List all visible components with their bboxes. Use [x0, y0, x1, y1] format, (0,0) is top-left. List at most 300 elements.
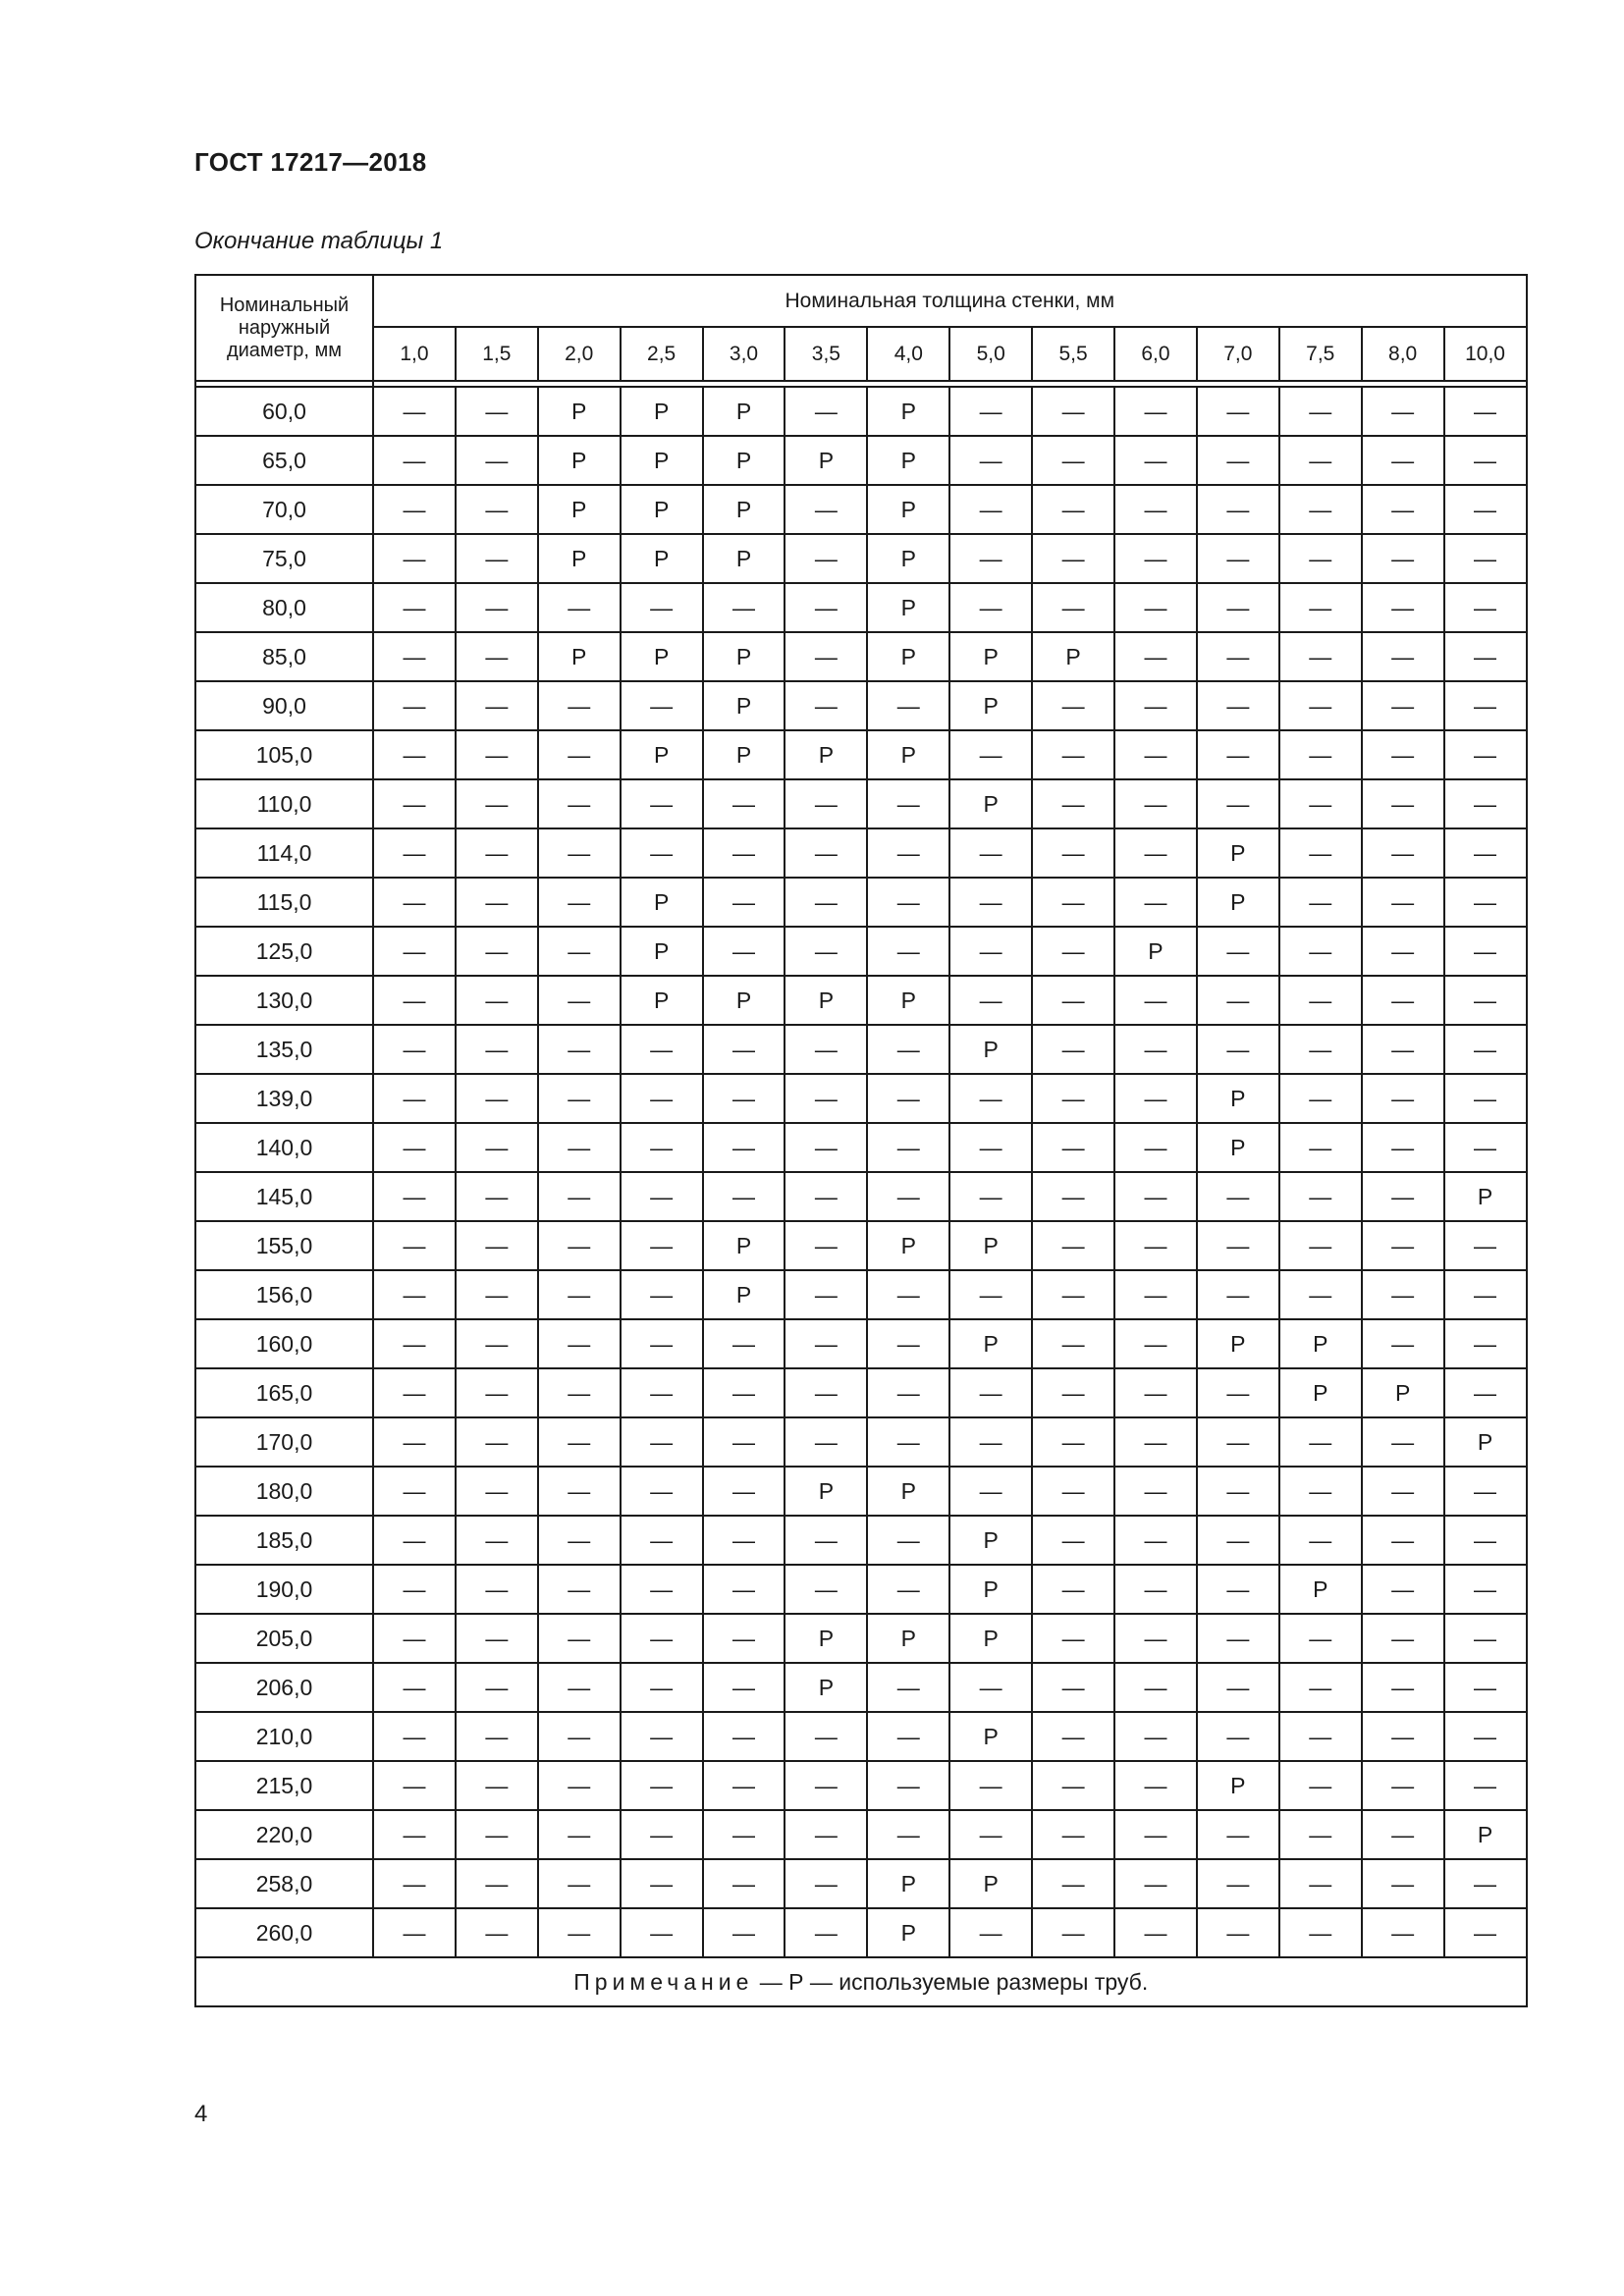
diameter-cell: 110,0: [195, 779, 373, 828]
size-cell: —: [456, 1908, 538, 1957]
size-cell: —: [785, 1025, 867, 1074]
size-cell: —: [456, 1270, 538, 1319]
size-cell: —: [373, 583, 456, 632]
size-cell: —: [867, 1712, 949, 1761]
note-text: — Р — используемые размеры труб.: [753, 1968, 1149, 1995]
size-cell: —: [1444, 1761, 1527, 1810]
thickness-column-header: 1,5: [456, 327, 538, 381]
thickness-column-header: 5,0: [949, 327, 1032, 381]
size-cell: —: [1362, 681, 1444, 730]
size-cell: —: [949, 1123, 1032, 1172]
size-cell: Р: [785, 1467, 867, 1516]
table-row: [195, 1123, 1527, 1172]
size-cell: Р: [785, 1663, 867, 1712]
size-cell: —: [703, 1663, 785, 1712]
size-cell: —: [1032, 828, 1114, 878]
size-cell: —: [1032, 878, 1114, 927]
table-row: [195, 1663, 1527, 1712]
table-body: [195, 381, 1527, 1957]
size-cell: —: [1444, 583, 1527, 632]
diameter-cell: 90,0: [195, 681, 373, 730]
size-cell: —: [1197, 1467, 1279, 1516]
size-cell: —: [1032, 1417, 1114, 1467]
size-cell: —: [1444, 1074, 1527, 1123]
size-cell: —: [538, 1074, 621, 1123]
diameter-cell: 70,0: [195, 485, 373, 534]
size-cell: —: [1279, 1123, 1362, 1172]
size-cell: —: [867, 1319, 949, 1368]
size-cell: Р: [703, 976, 785, 1025]
size-cell: —: [456, 976, 538, 1025]
size-cell: —: [867, 1516, 949, 1565]
size-cell: —: [621, 1221, 703, 1270]
size-cell: —: [538, 1663, 621, 1712]
size-cell: —: [538, 927, 621, 976]
size-cell: —: [1032, 927, 1114, 976]
table-row: [195, 1565, 1527, 1614]
size-cell: —: [621, 1123, 703, 1172]
size-cell: —: [1362, 534, 1444, 583]
diameter-cell: 156,0: [195, 1270, 373, 1319]
table-row: [195, 583, 1527, 632]
size-cell: —: [1362, 1859, 1444, 1908]
size-cell: —: [1032, 583, 1114, 632]
size-cell: —: [1362, 927, 1444, 976]
size-cell: —: [1197, 1172, 1279, 1221]
size-cell: —: [538, 1319, 621, 1368]
diameter-cell: 206,0: [195, 1663, 373, 1712]
size-cell: —: [1114, 1565, 1197, 1614]
size-cell: Р: [867, 436, 949, 485]
size-cell: —: [538, 1614, 621, 1663]
size-cell: —: [1032, 1761, 1114, 1810]
size-cell: —: [1279, 1025, 1362, 1074]
size-cell: —: [538, 1417, 621, 1467]
size-cell: —: [1032, 1663, 1114, 1712]
size-cell: —: [373, 1319, 456, 1368]
table-row: [195, 485, 1527, 534]
size-cell: —: [538, 1565, 621, 1614]
size-cell: —: [1362, 976, 1444, 1025]
size-cell: —: [1444, 1859, 1527, 1908]
size-cell: —: [1362, 1810, 1444, 1859]
size-cell: —: [1444, 1712, 1527, 1761]
size-cell: —: [621, 1467, 703, 1516]
table-row: [195, 681, 1527, 730]
size-cell: —: [703, 1025, 785, 1074]
size-cell: —: [785, 1270, 867, 1319]
size-cell: —: [1279, 1467, 1362, 1516]
size-cell: —: [703, 1516, 785, 1565]
size-cell: Р: [867, 485, 949, 534]
size-cell: —: [1444, 1270, 1527, 1319]
size-cell: —: [538, 1172, 621, 1221]
size-cell: —: [703, 828, 785, 878]
table-row: [195, 1319, 1527, 1368]
size-cell: —: [1444, 730, 1527, 779]
size-cell: —: [621, 1270, 703, 1319]
size-cell: —: [1444, 1025, 1527, 1074]
size-cell: —: [1279, 730, 1362, 779]
size-cell: —: [621, 1614, 703, 1663]
thickness-column-header: 2,0: [538, 327, 621, 381]
size-cell: —: [1444, 1663, 1527, 1712]
size-cell: —: [1114, 828, 1197, 878]
size-cell: —: [1032, 1614, 1114, 1663]
size-cell: Р: [1279, 1319, 1362, 1368]
size-cell: —: [1279, 976, 1362, 1025]
size-cell: —: [1362, 1467, 1444, 1516]
size-cell: —: [949, 1663, 1032, 1712]
size-cell: —: [1114, 1417, 1197, 1467]
size-cell: —: [1362, 878, 1444, 927]
size-cell: —: [1279, 1417, 1362, 1467]
size-cell: —: [785, 878, 867, 927]
size-cell: Р: [703, 632, 785, 681]
size-cell: —: [373, 1074, 456, 1123]
size-cell: —: [1279, 632, 1362, 681]
size-cell: —: [1197, 1417, 1279, 1467]
size-cell: —: [1197, 1565, 1279, 1614]
size-cell: —: [1197, 1810, 1279, 1859]
size-cell: Р: [867, 976, 949, 1025]
size-cell: —: [1279, 1270, 1362, 1319]
size-cell: —: [785, 1516, 867, 1565]
size-cell: —: [456, 1319, 538, 1368]
size-cell: —: [538, 1368, 621, 1417]
size-cell: —: [1114, 878, 1197, 927]
size-cell: —: [373, 1123, 456, 1172]
size-cell: —: [1279, 534, 1362, 583]
size-cell: —: [1362, 436, 1444, 485]
size-cell: —: [867, 681, 949, 730]
size-cell: —: [785, 1908, 867, 1957]
table-row: [195, 1368, 1527, 1417]
thickness-column-header: 6,0: [1114, 327, 1197, 381]
size-cell: —: [373, 1614, 456, 1663]
table-row: [195, 1221, 1527, 1270]
size-cell: —: [1114, 1859, 1197, 1908]
size-cell: —: [785, 1859, 867, 1908]
size-cell: —: [456, 1074, 538, 1123]
size-cell: —: [373, 1761, 456, 1810]
size-cell: Р: [867, 387, 949, 436]
thickness-column-header: 3,0: [703, 327, 785, 381]
size-cell: —: [1032, 1368, 1114, 1417]
size-cell: —: [1279, 1614, 1362, 1663]
diameter-cell: 125,0: [195, 927, 373, 976]
size-cell: —: [1114, 1810, 1197, 1859]
size-cell: Р: [621, 927, 703, 976]
size-cell: —: [949, 927, 1032, 976]
size-cell: —: [867, 878, 949, 927]
size-cell: —: [703, 927, 785, 976]
size-cell: —: [949, 730, 1032, 779]
size-cell: —: [456, 730, 538, 779]
size-cell: —: [1279, 681, 1362, 730]
size-cell: —: [1362, 632, 1444, 681]
size-cell: —: [1279, 485, 1362, 534]
size-cell: —: [949, 436, 1032, 485]
size-cell: —: [621, 1368, 703, 1417]
diameter-cell: 170,0: [195, 1417, 373, 1467]
size-cell: —: [1114, 1614, 1197, 1663]
size-cell: Р: [621, 387, 703, 436]
size-cell: —: [1362, 1123, 1444, 1172]
size-cell: —: [867, 1025, 949, 1074]
diameter-cell: 215,0: [195, 1761, 373, 1810]
size-cell: —: [1197, 485, 1279, 534]
thickness-column-header: 7,5: [1279, 327, 1362, 381]
size-cell: —: [785, 485, 867, 534]
size-cell: —: [1197, 632, 1279, 681]
size-cell: —: [703, 1467, 785, 1516]
size-cell: —: [456, 1172, 538, 1221]
table-note-row: [195, 1957, 1527, 2006]
size-cell: —: [1114, 1025, 1197, 1074]
size-cell: —: [1197, 534, 1279, 583]
thickness-column-header: 2,5: [621, 327, 703, 381]
size-cell: —: [867, 1074, 949, 1123]
size-cell: —: [373, 534, 456, 583]
size-cell: —: [1197, 387, 1279, 436]
size-cell: —: [785, 1417, 867, 1467]
size-cell: —: [1362, 1270, 1444, 1319]
size-cell: —: [538, 1810, 621, 1859]
size-cell: Р: [703, 436, 785, 485]
size-cell: —: [867, 1417, 949, 1467]
size-cell: —: [456, 1663, 538, 1712]
size-cell: —: [1114, 1761, 1197, 1810]
size-cell: —: [785, 1221, 867, 1270]
table-row: [195, 878, 1527, 927]
size-cell: —: [1444, 927, 1527, 976]
thickness-column-header: 1,0: [373, 327, 456, 381]
size-cell: —: [949, 1172, 1032, 1221]
size-cell: —: [538, 1859, 621, 1908]
size-cell: Р: [703, 485, 785, 534]
size-cell: —: [1362, 583, 1444, 632]
diameter-cell: 160,0: [195, 1319, 373, 1368]
size-cell: —: [785, 1074, 867, 1123]
size-cell: —: [373, 1859, 456, 1908]
size-cell: —: [373, 927, 456, 976]
size-cell: —: [373, 1467, 456, 1516]
size-cell: —: [949, 387, 1032, 436]
diameter-cell: 139,0: [195, 1074, 373, 1123]
size-cell: —: [538, 1025, 621, 1074]
size-cell: —: [1444, 1908, 1527, 1957]
size-cell: —: [456, 1467, 538, 1516]
size-cell: —: [373, 1417, 456, 1467]
thickness-column-header: 3,5: [785, 327, 867, 381]
size-cell: —: [373, 387, 456, 436]
size-cell: —: [703, 1859, 785, 1908]
size-cell: —: [1032, 1074, 1114, 1123]
size-cell: Р: [785, 436, 867, 485]
size-cell: —: [621, 779, 703, 828]
size-cell: —: [1279, 1516, 1362, 1565]
size-cell: —: [949, 485, 1032, 534]
size-cell: —: [373, 436, 456, 485]
size-cell: Р: [949, 632, 1032, 681]
size-cell: —: [1032, 779, 1114, 828]
size-cell: —: [1032, 1859, 1114, 1908]
diameter-cell: 185,0: [195, 1516, 373, 1565]
size-cell: —: [1197, 583, 1279, 632]
size-cell: Р: [621, 485, 703, 534]
size-cell: —: [456, 1221, 538, 1270]
size-cell: —: [1114, 1368, 1197, 1417]
size-cell: —: [867, 1810, 949, 1859]
size-cell: —: [1362, 730, 1444, 779]
size-cell: —: [1362, 1025, 1444, 1074]
size-cell: —: [703, 1417, 785, 1467]
size-cell: —: [867, 1663, 949, 1712]
size-cell: —: [373, 1221, 456, 1270]
size-cell: —: [373, 878, 456, 927]
size-cell: —: [867, 779, 949, 828]
size-cell: —: [538, 1270, 621, 1319]
table-row: [195, 436, 1527, 485]
size-cell: —: [621, 828, 703, 878]
table-row: [195, 1270, 1527, 1319]
diameter-cell: 210,0: [195, 1712, 373, 1761]
diameter-cell: 115,0: [195, 878, 373, 927]
pipe-size-table: [194, 274, 1528, 2007]
thickness-column-header: 5,5: [1032, 327, 1114, 381]
size-cell: —: [1444, 1467, 1527, 1516]
thickness-column-header: 4,0: [867, 327, 949, 381]
size-cell: —: [621, 1810, 703, 1859]
size-cell: —: [1279, 1712, 1362, 1761]
size-cell: —: [1114, 681, 1197, 730]
size-cell: Р: [1444, 1417, 1527, 1467]
size-cell: Р: [1279, 1368, 1362, 1417]
size-cell: —: [538, 1123, 621, 1172]
table-row: [195, 1761, 1527, 1810]
size-cell: —: [703, 1908, 785, 1957]
size-cell: —: [1279, 779, 1362, 828]
size-cell: —: [703, 1074, 785, 1123]
size-cell: Р: [949, 1565, 1032, 1614]
size-cell: Р: [703, 1221, 785, 1270]
size-cell: —: [1362, 1516, 1444, 1565]
size-cell: —: [1032, 730, 1114, 779]
size-cell: —: [1279, 878, 1362, 927]
table-row: [195, 1614, 1527, 1663]
size-cell: —: [785, 828, 867, 878]
size-cell: —: [1279, 1172, 1362, 1221]
size-cell: —: [1114, 583, 1197, 632]
note-label: Примечание: [573, 1968, 754, 1995]
size-cell: —: [456, 1417, 538, 1467]
size-cell: —: [373, 779, 456, 828]
size-cell: —: [621, 1172, 703, 1221]
size-cell: Р: [785, 976, 867, 1025]
thickness-column-header: 7,0: [1197, 327, 1279, 381]
size-cell: Р: [785, 1614, 867, 1663]
size-cell: —: [1114, 1712, 1197, 1761]
size-cell: —: [703, 1565, 785, 1614]
size-cell: —: [1444, 1319, 1527, 1368]
size-cell: —: [1279, 436, 1362, 485]
size-cell: —: [456, 828, 538, 878]
size-cell: —: [1114, 1221, 1197, 1270]
size-cell: —: [949, 1810, 1032, 1859]
size-cell: —: [1032, 1565, 1114, 1614]
diameter-cell: 155,0: [195, 1221, 373, 1270]
size-cell: —: [1197, 1663, 1279, 1712]
size-cell: Р: [949, 1319, 1032, 1368]
size-cell: —: [1032, 1516, 1114, 1565]
size-cell: —: [785, 681, 867, 730]
size-cell: —: [1032, 1908, 1114, 1957]
size-cell: —: [538, 1908, 621, 1957]
size-cell: —: [373, 828, 456, 878]
table-row: [195, 1712, 1527, 1761]
size-cell: —: [1197, 1368, 1279, 1417]
size-cell: —: [621, 1516, 703, 1565]
size-cell: —: [1444, 878, 1527, 927]
size-cell: —: [1362, 1712, 1444, 1761]
size-cell: —: [621, 1859, 703, 1908]
diameter-cell: 80,0: [195, 583, 373, 632]
size-cell: —: [1032, 1319, 1114, 1368]
size-cell: —: [456, 632, 538, 681]
size-cell: —: [703, 1712, 785, 1761]
size-cell: —: [1114, 534, 1197, 583]
diameter-cell: 75,0: [195, 534, 373, 583]
size-cell: —: [1444, 681, 1527, 730]
page-number: 4: [194, 2101, 208, 2127]
size-cell: —: [1197, 976, 1279, 1025]
table-row: [195, 927, 1527, 976]
size-cell: —: [785, 779, 867, 828]
diameter-cell: 258,0: [195, 1859, 373, 1908]
size-cell: —: [1362, 1614, 1444, 1663]
size-cell: —: [621, 1908, 703, 1957]
size-cell: —: [1032, 1123, 1114, 1172]
size-cell: —: [703, 1319, 785, 1368]
size-cell: Р: [949, 1221, 1032, 1270]
size-cell: —: [1362, 1074, 1444, 1123]
size-cell: —: [456, 1614, 538, 1663]
table-caption: Окончание таблицы 1: [194, 228, 444, 254]
size-cell: —: [1362, 779, 1444, 828]
size-cell: —: [1032, 681, 1114, 730]
size-cell: Р: [621, 878, 703, 927]
document-title: ГОСТ 17217—2018: [194, 147, 427, 177]
size-cell: Р: [949, 1025, 1032, 1074]
size-cell: —: [456, 1810, 538, 1859]
size-cell: —: [621, 681, 703, 730]
size-cell: —: [538, 730, 621, 779]
diameter-cell: 130,0: [195, 976, 373, 1025]
size-cell: —: [703, 1368, 785, 1417]
table-row: [195, 1025, 1527, 1074]
size-cell: —: [949, 1908, 1032, 1957]
diameter-cell: 65,0: [195, 436, 373, 485]
size-cell: —: [1114, 632, 1197, 681]
size-cell: —: [949, 878, 1032, 927]
size-cell: —: [1279, 828, 1362, 878]
size-cell: —: [1444, 779, 1527, 828]
size-cell: —: [456, 1368, 538, 1417]
size-cell: —: [785, 387, 867, 436]
size-cell: —: [1279, 927, 1362, 976]
size-cell: —: [1114, 436, 1197, 485]
